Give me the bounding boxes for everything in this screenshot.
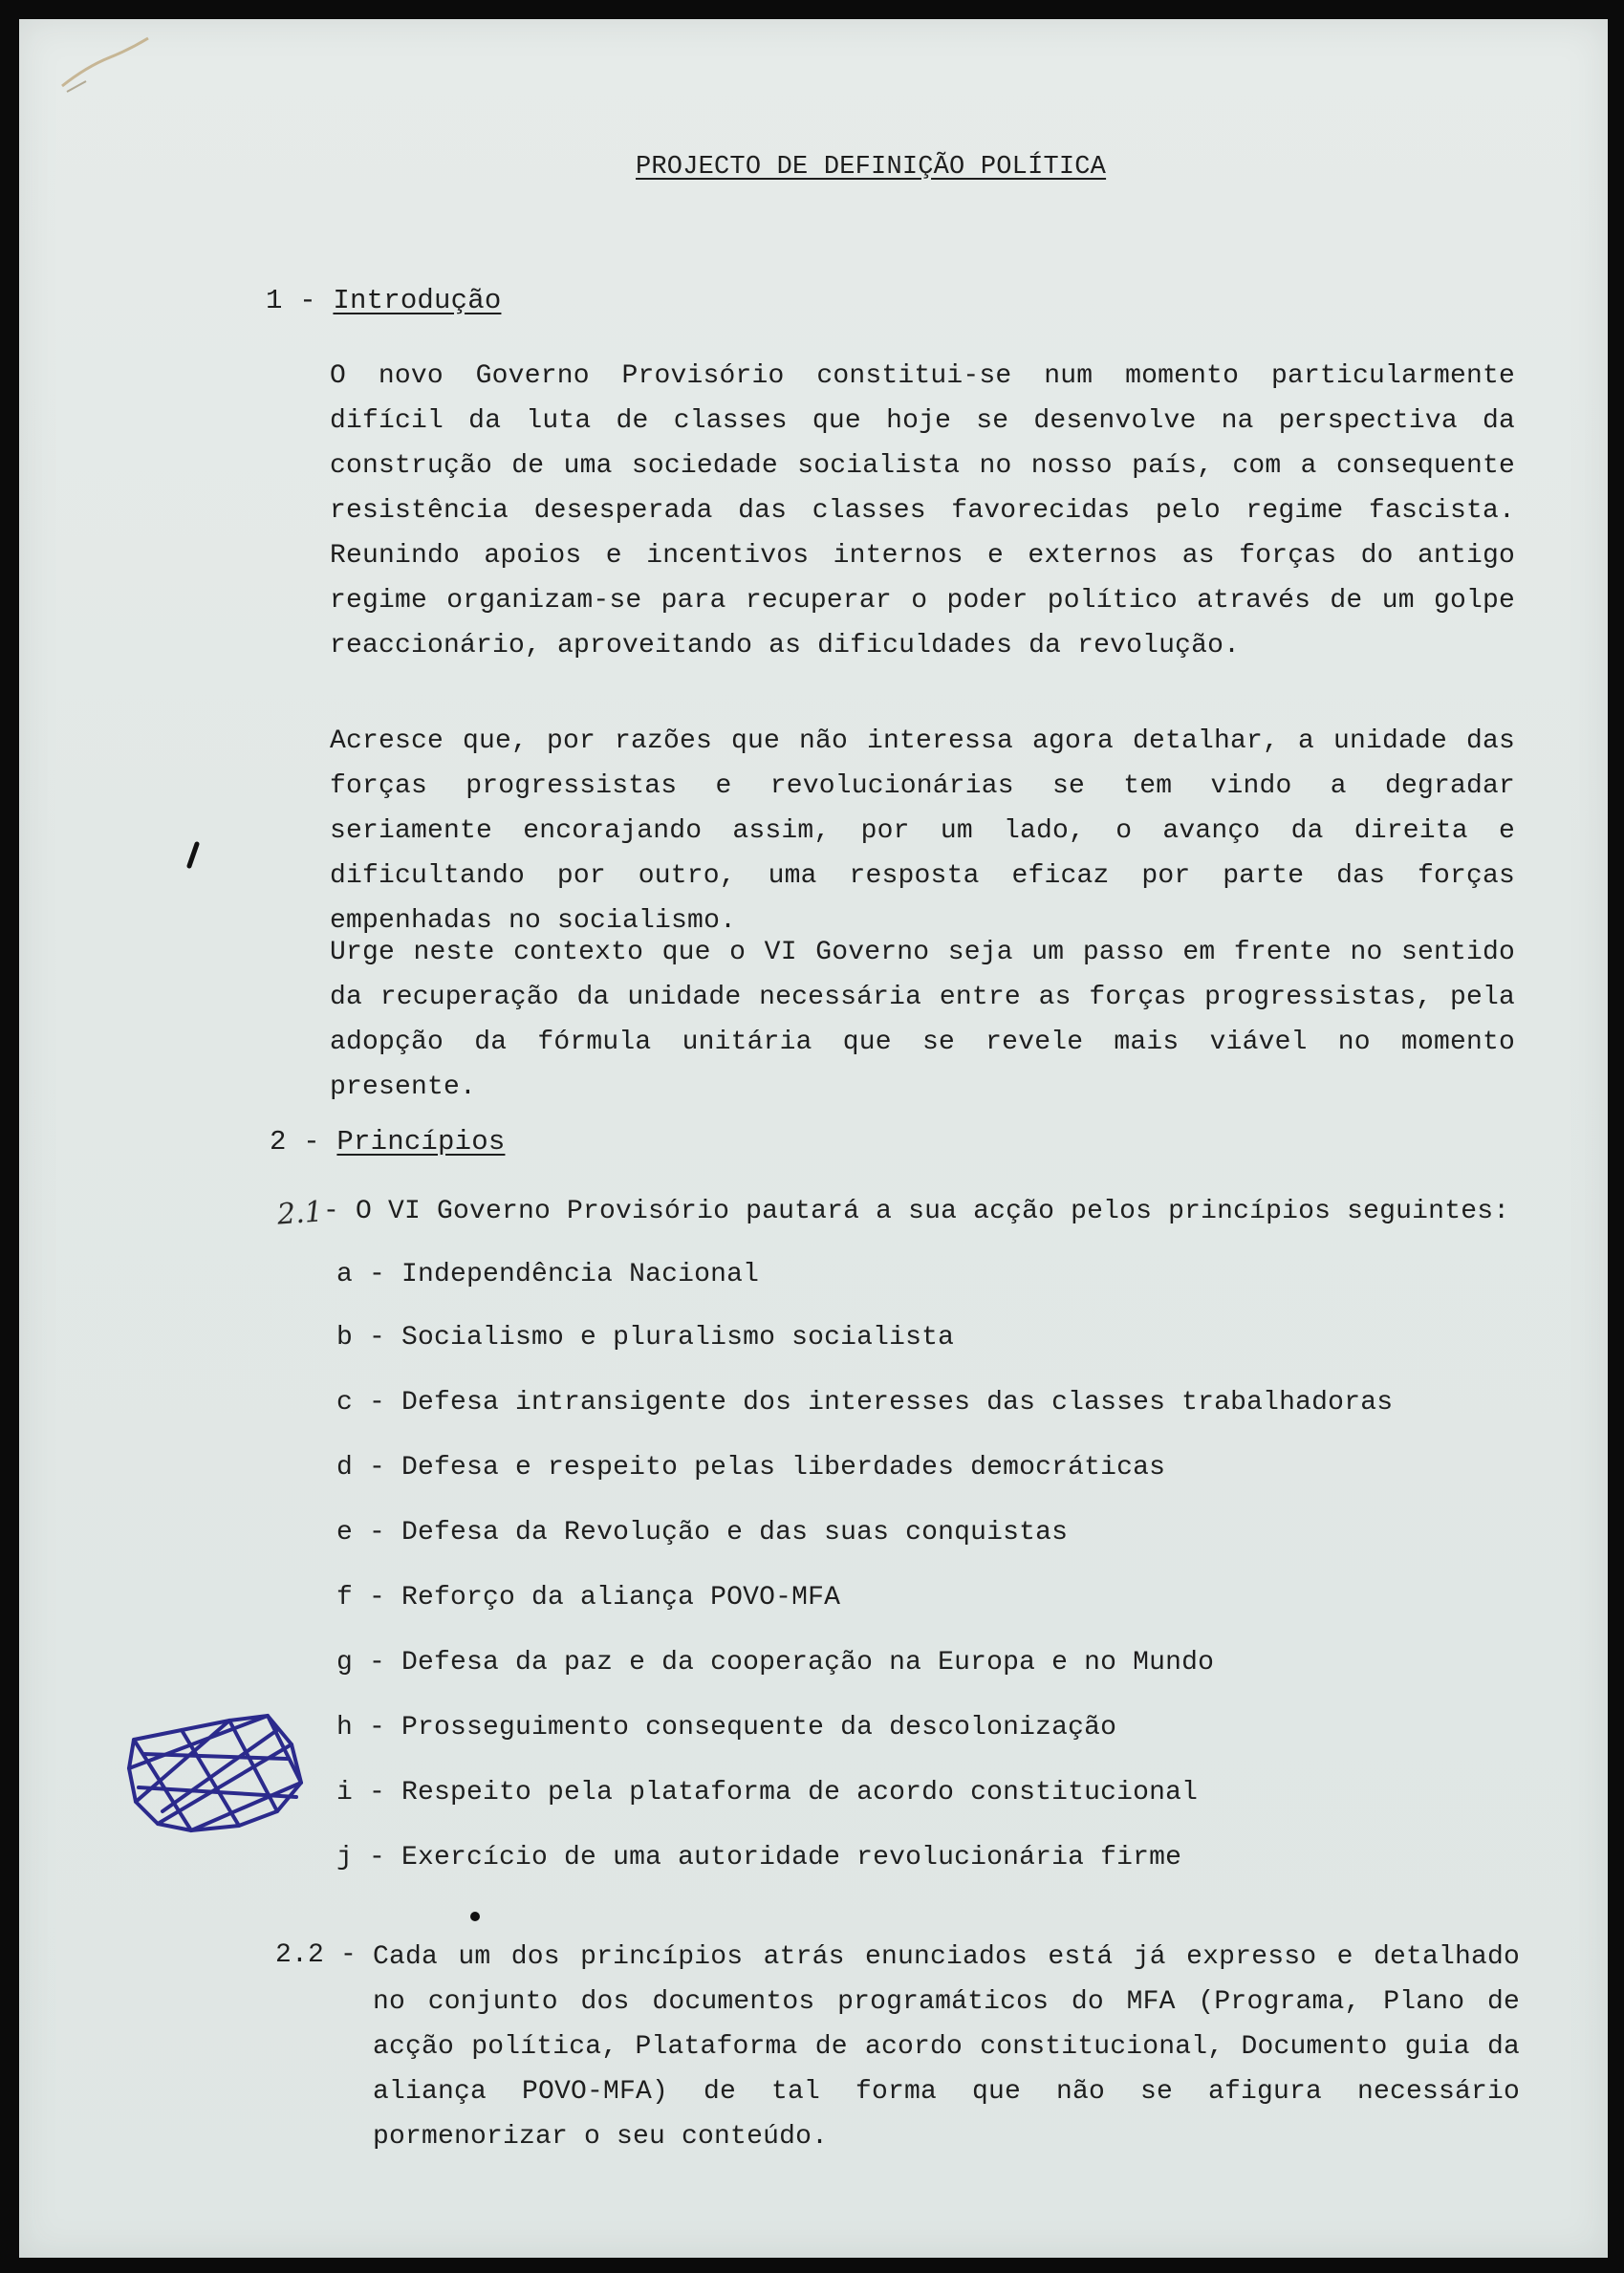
principle-item: j - Exercício de uma autoridade revolucionária firme xyxy=(336,1843,1182,1873)
ink-dot-mark xyxy=(468,1910,482,1923)
principle-item: e - Defesa da Revolução e das suas conquistas xyxy=(336,1518,1069,1548)
paragraph-intro-2: Acresce que, por razões que não interessa agora detalhar, a unidade das forças progressistas e revolucionárias se tem vindo a degradar seriamente encorajando assim, por um lado, o avanço da direita e dificultando por outro, uma resposta eficaz por parte das forças empenhadas no socialismo. xyxy=(330,726,1515,936)
principle-item: i - Respeito pela plataforma de acordo constitucional xyxy=(336,1778,1199,1808)
principles-intro: - O VI Governo Provisório pautará a sua acção pelos princípios seguintes: xyxy=(323,1197,1510,1226)
principle-item: b - Socialismo e pluralismo socialista xyxy=(336,1323,955,1353)
subsection-2-2-text: Cada um dos princípios atrás enunciados está já expresso e detalhado no conjunto dos documentos programáticos do MFA (Programa, Plano de acção política, Plataforma de acordo constitucional, Documento guia da aliança POVO-MFA) de tal forma que não se afigura necessário pormenorizar o seu conteúdo. xyxy=(373,1942,1520,2152)
section-2-heading xyxy=(270,1126,505,1158)
principle-item: c - Defesa intransigente dos interesses das classes trabalhadoras xyxy=(336,1388,1394,1418)
section-1-heading xyxy=(266,285,501,316)
subsection-2-2-number: 2.2 - xyxy=(275,1940,357,1970)
ink-dot-mark xyxy=(184,841,203,870)
section-2-title: Princípios xyxy=(336,1126,506,1158)
document-title: PROJECTO DE DEFINIÇÃO POLÍTICA xyxy=(636,153,1107,182)
section-1-number: 1 - xyxy=(266,285,316,316)
principle-item: d - Defesa e respeito pelas liberdades democráticas xyxy=(336,1453,1166,1483)
torn-corner-mark xyxy=(57,29,153,96)
pen-scribble-mark xyxy=(124,1711,306,1835)
principle-item: h - Prosseguimento consequente da descolonização xyxy=(336,1713,1117,1743)
paragraph-intro-3: Urge neste contexto que o VI Governo seja um passo em frente no sentido da recuperação da unidade necessária entre as forças progressistas, pela adopção da fórmula unitária que se revele mais viável no momento presente. xyxy=(330,938,1515,1102)
principle-item: f - Reforço da aliança POVO-MFA xyxy=(336,1583,841,1613)
paragraph-intro-1: O novo Governo Provisório constitui-se num momento particularmente difícil da luta de classes que hoje se desenvolve na perspectiva da construção de uma sociedade socialista no nosso país, com a consequente resistência desesperada das classes favorecidas pelo regime fascista. Reunindo apoios e incentivos internos e externos as forças do antigo regime organizam-se para recuperar o poder político através de um golpe reaccionário, aproveitando as dificuldades da revolução. xyxy=(330,361,1515,660)
section-1-title: Introdução xyxy=(333,285,502,316)
principle-item: a - Independência Nacional xyxy=(336,1260,760,1289)
handwritten-number-2-1: 2.1 xyxy=(275,1195,324,1232)
principle-item: g - Defesa da paz e da cooperação na Europa e no Mundo xyxy=(336,1648,1215,1678)
section-2-number: 2 - xyxy=(270,1126,320,1158)
